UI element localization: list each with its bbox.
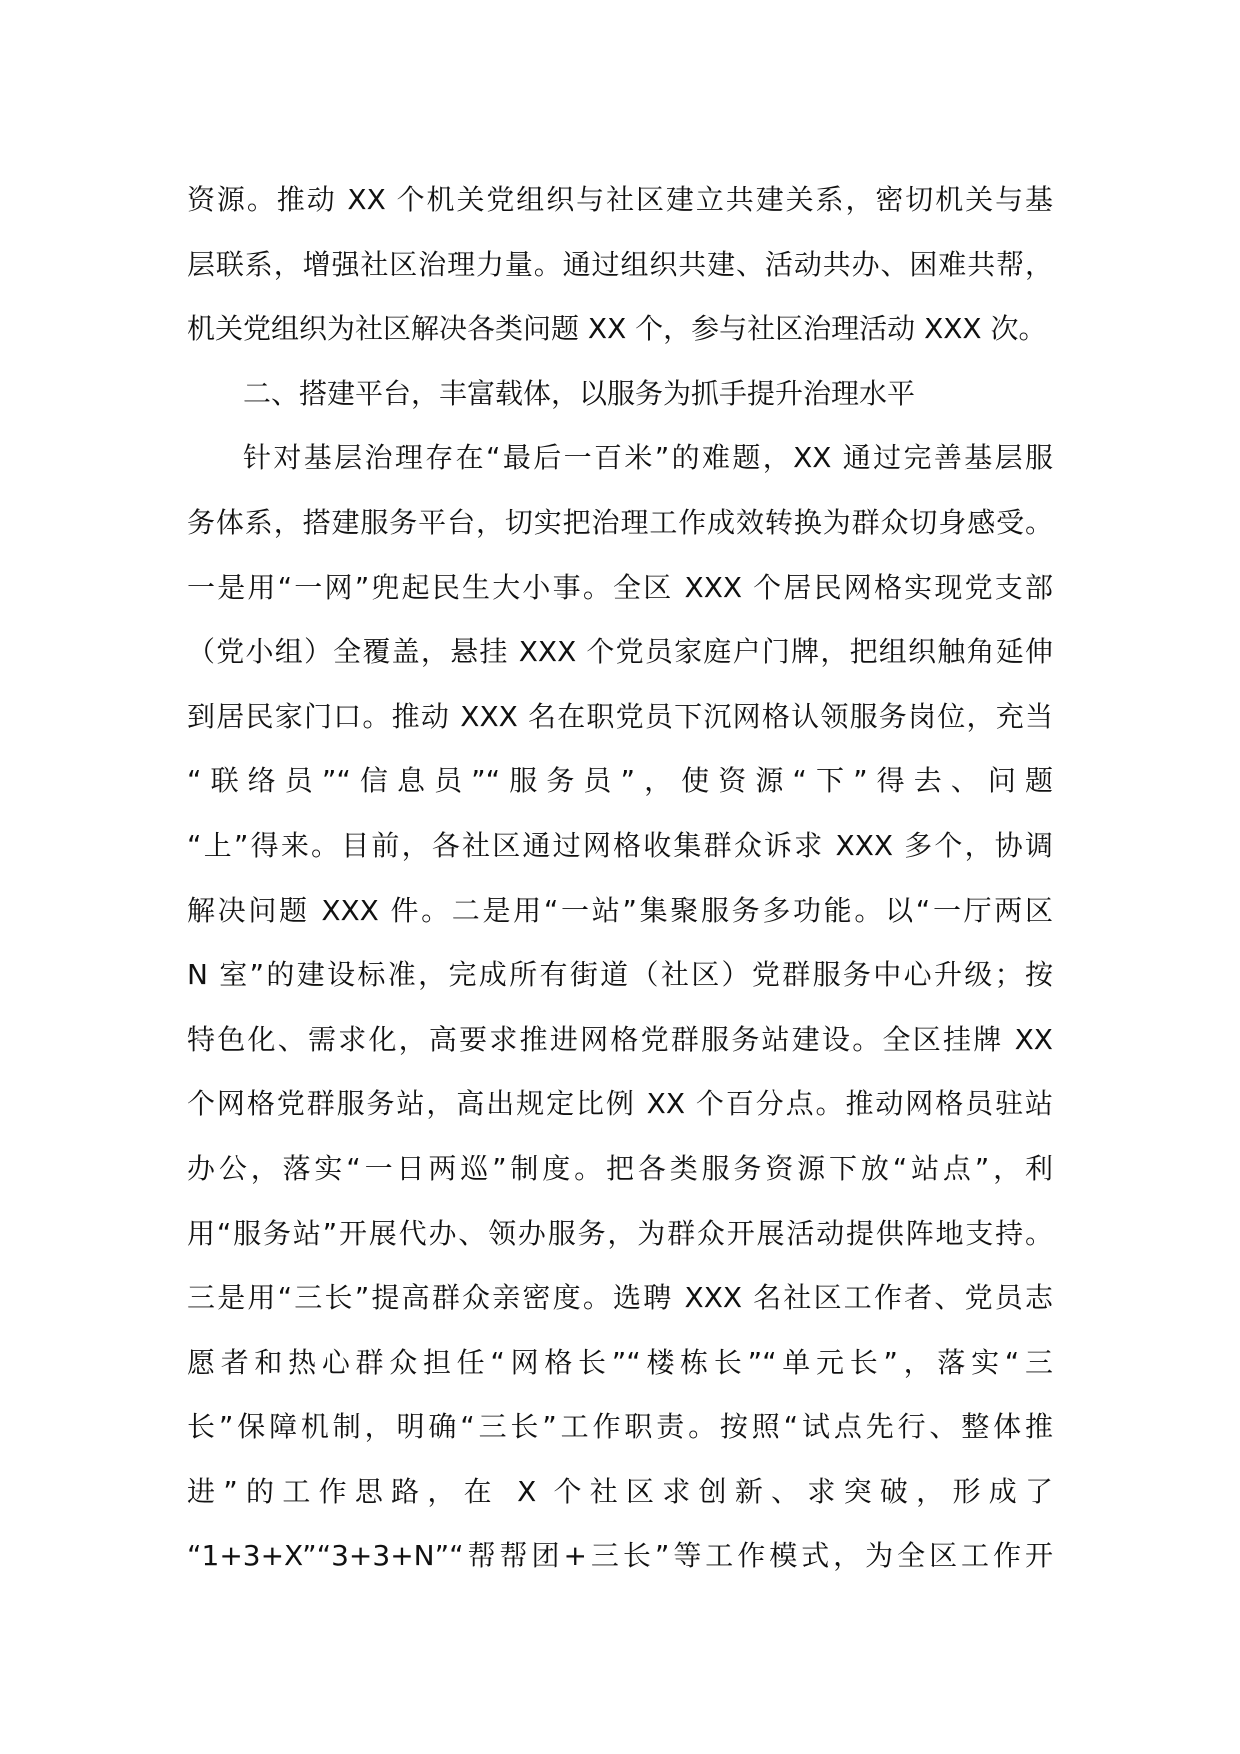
text-line: 长”保障机制，明确“三长”工作职责。按照“试点先行、整体推	[187, 1410, 1053, 1444]
text-line: 愿者和热心群众担任“网格长”“楼栋长”“单元长”，落实“三	[187, 1345, 1053, 1379]
text-line: 务体系，搭建服务平台，切实把治理工作成效转换为群众切身感受。	[187, 505, 1053, 539]
text-line: “1+3+X”“3+3+N”“帮帮团+三长”等工作模式，为全区工作开	[187, 1539, 1053, 1573]
text-line: 解决问题 XXX 件。二是用“一站”集聚服务多功能。以“一厅两区	[187, 893, 1053, 927]
text-line: “上”得来。目前，各社区通过网格收集群众诉求 XXX 多个，协调	[187, 828, 1053, 862]
section-heading: 二、搭建平台，丰富载体，以服务为抓手提升治理水平	[243, 376, 916, 410]
text-line: 机关党组织为社区解决各类问题 XX 个，参与社区治理活动 XXX 次。	[187, 312, 1047, 346]
text-line: 一是用“一网”兜起民生大小事。全区 XXX 个居民网格实现党支部	[187, 570, 1053, 604]
text-line: 进”的工作思路，在 X 个社区求创新、求突破，形成了	[187, 1474, 1053, 1508]
text-line: 针对基层治理存在“最后一百米”的难题，XX 通过完善基层服	[243, 441, 1053, 475]
text-line: （党小组）全覆盖，悬挂 XXX 个党员家庭户门牌，把组织触角延伸	[187, 635, 1053, 669]
text-line: 层联系，增强社区治理力量。通过组织共建、活动共办、困难共帮，	[187, 247, 1053, 281]
text-line: 三是用“三长”提高群众亲密度。选聘 XXX 名社区工作者、党员志	[187, 1281, 1053, 1315]
text-line: N 室”的建设标准，完成所有街道（社区）党群服务中心升级；按	[187, 958, 1053, 992]
body-text	[187, 168, 1053, 1589]
text-line: 到居民家门口。推动 XXX 名在职党员下沉网格认领服务岗位，充当	[187, 699, 1053, 733]
text-line: 特色化、需求化，高要求推进网格党群服务站建设。全区挂牌 XX	[187, 1022, 1053, 1056]
text-line: 办公，落实“一日两巡”制度。把各类服务资源下放“站点”，利	[187, 1151, 1053, 1185]
text-line: 个网格党群服务站，高出规定比例 XX 个百分点。推动网格员驻站	[187, 1087, 1053, 1121]
text-line: 资源。推动 XX 个机关党组织与社区建立共建关系，密切机关与基	[187, 183, 1053, 216]
text-line: 用“服务站”开展代办、领办服务，为群众开展活动提供阵地支持。	[187, 1216, 1053, 1250]
text-line: “联络员”“信息员”“服务员”，使资源“下”得去、问题	[187, 764, 1053, 798]
